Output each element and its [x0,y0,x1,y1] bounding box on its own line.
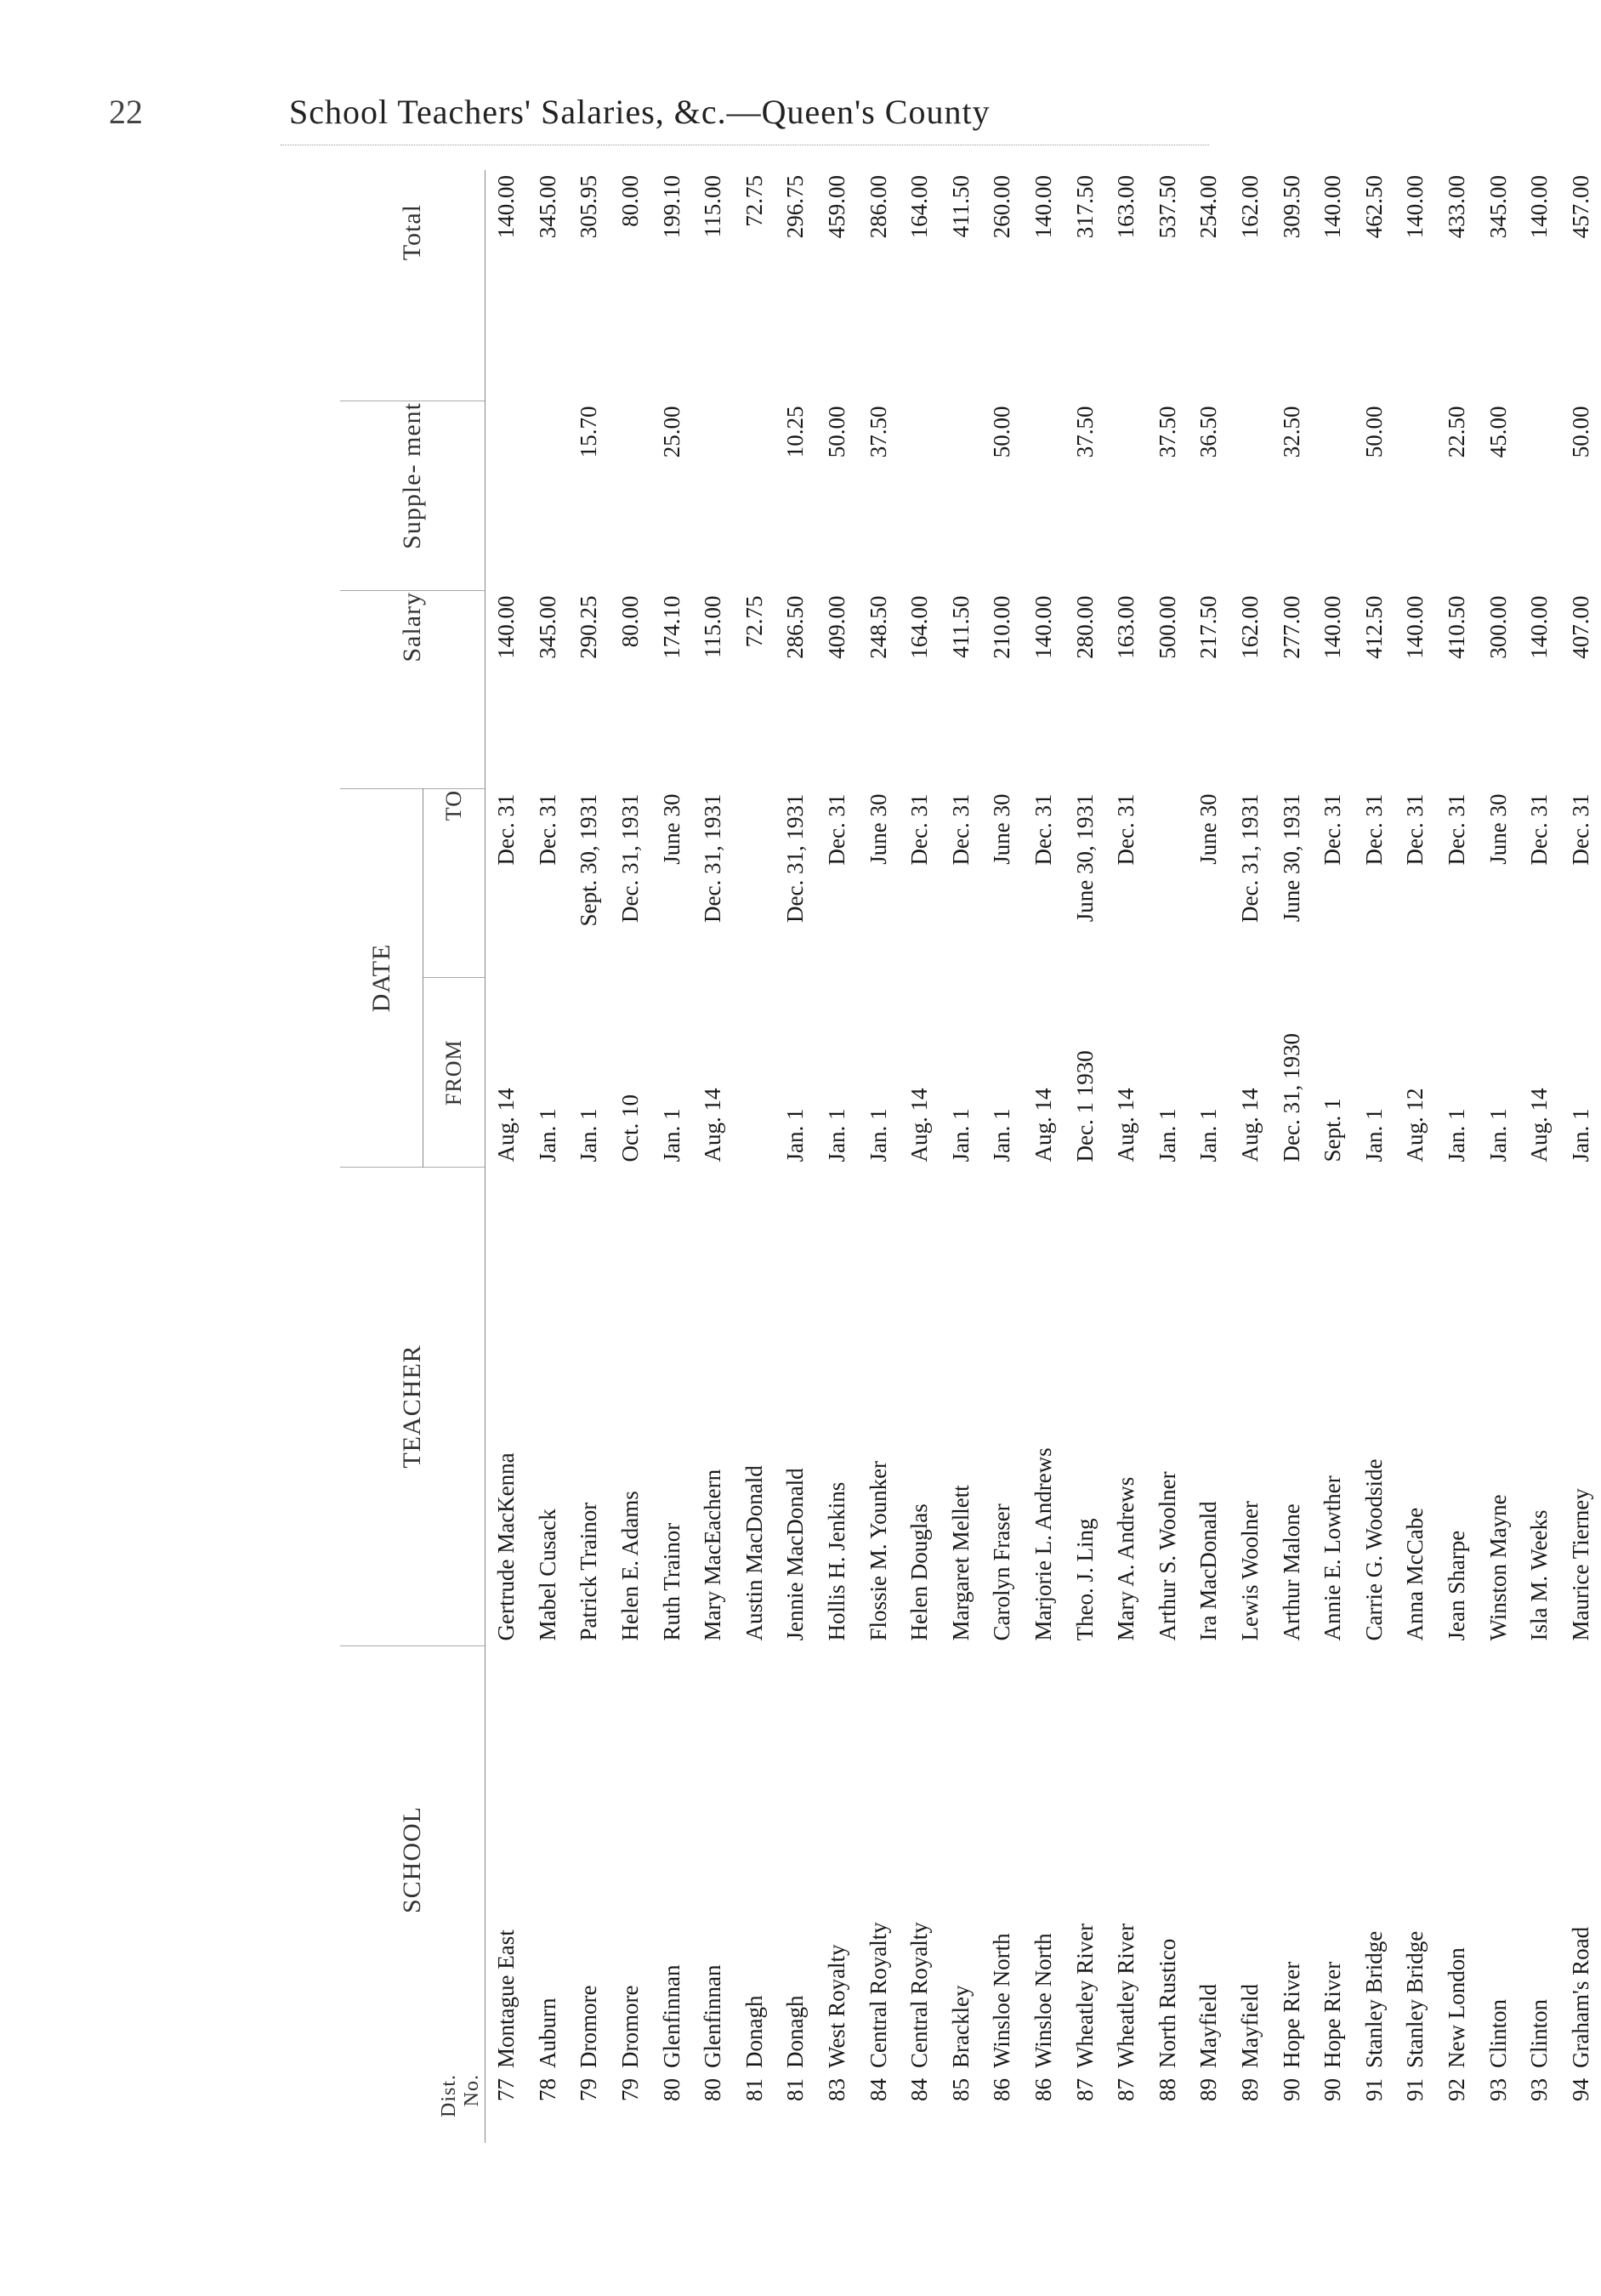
cell-teacher: Arthur S. Woolner [1154,1471,1180,1641]
cell-salary: 412.50 [1360,595,1387,659]
cell-supplement [1312,401,1354,591]
cell-salary: 72.75 [741,595,767,648]
cell-teacher: Jennie MacDonald [782,1468,809,1641]
cell-to [734,789,775,979]
cell-to: Dec. 31 [947,793,974,866]
cell-from: Jan. 1 [782,1108,809,1162]
cell-teacher: Ira MacDonald [1195,1501,1222,1641]
cell-dist-no: 80 [658,2078,684,2101]
cell-salary: 163.00 [1113,595,1139,659]
cell-teacher: Flossie M. Younker [865,1460,891,1641]
cell-supplement: 32.50 [1278,406,1304,458]
cell-supplement [734,401,775,591]
cell-total: 260.00 [989,175,1015,239]
cell-salary: 500.00 [1154,595,1180,659]
cell-teacher: Anna McCabe [1402,1507,1428,1641]
table-row [1270,170,1312,2143]
cell-school: Wheatley River [1071,1923,1098,2068]
cell-total: 286.00 [865,175,891,239]
cell-from [734,978,775,1168]
cell-salary: 210.00 [989,595,1015,659]
cell-salary: 409.00 [824,595,850,659]
table-row [1147,170,1189,2143]
cell-teacher: Arthur Malone [1278,1503,1304,1641]
table-row [1312,170,1354,2143]
table-row [734,170,775,2143]
cell-dist-no: 84 [906,2078,933,2101]
cell-to: June 30 [989,793,1015,865]
cell-dist-no: 92 [1443,2078,1469,2101]
cell-dist-no: 79 [576,2078,602,2101]
cell-dist-no: 87 [1113,2078,1139,2101]
cell-school: Glenfinnan [658,1964,684,2068]
cell-to: Dec. 31 [824,793,850,866]
table-row [568,170,610,2143]
cell-supplement: 37.50 [1071,406,1098,458]
cell-supplement: 37.50 [865,406,891,458]
cell-teacher: Helen E. Adams [617,1491,644,1641]
cell-dist-no: 87 [1071,2078,1098,2101]
cell-to: Sept. 30, 1931 [576,793,602,927]
cell-to: Dec. 31, 1931 [700,793,726,923]
cell-from: Aug. 12 [1402,1088,1428,1162]
cell-school: Stanley Bridge [1402,1930,1428,2068]
cell-dist-no: 81 [741,2078,767,2101]
cell-salary: 140.00 [1526,595,1553,659]
cell-teacher: Ruth Trainor [658,1522,684,1641]
cell-salary: 407.00 [1567,595,1593,659]
cell-to: June 30 [1195,793,1222,865]
cell-to: Dec. 31 [1320,793,1346,866]
cell-total: 462.50 [1360,175,1387,239]
column-header-dist-no: Dist. No. [340,2073,485,2143]
column-header-school: SCHOOL [340,1646,485,2074]
salary-table [340,170,1601,2143]
cell-salary: 290.25 [576,595,602,659]
cell-teacher: Gertrude MacKenna [493,1452,519,1641]
cell-teacher: Austin MacDonald [741,1465,767,1641]
column-header-salary: Salary [340,591,485,789]
cell-school: Auburn [534,1998,560,2068]
cell-school: Donagh [782,1995,809,2068]
cell-salary: 300.00 [1485,595,1511,659]
cell-supplement [527,401,569,591]
table-row [1188,170,1229,2143]
cell-dist-no: 86 [989,2078,1015,2101]
cell-dist-no: 89 [1195,2078,1222,2101]
cell-from: Jan. 1 [1443,1108,1469,1162]
cell-total: 80.00 [617,175,644,227]
column-header-date: DATE [340,789,423,1168]
cell-total: 164.00 [906,175,933,239]
cell-supplement [899,401,940,591]
cell-to: Dec. 31 [493,793,519,866]
cell-supplement [1229,401,1271,591]
cell-from: Aug. 14 [906,1088,933,1162]
cell-teacher: Carolyn Fraser [989,1503,1015,1641]
cell-dist-no: 77 [493,2078,519,2101]
table-row [1229,170,1271,2143]
cell-supplement: 22.50 [1443,406,1469,458]
cell-dist-no: 89 [1236,2078,1263,2101]
cell-teacher: Winston Mayne [1485,1494,1511,1641]
cell-total: 459.00 [824,175,850,239]
cell-to: Dec. 31 [1567,793,1593,866]
cell-to: Dec. 31, 1931 [782,793,809,923]
cell-salary: 140.00 [1030,595,1057,659]
cell-salary: 248.50 [865,595,891,659]
cell-total: 140.00 [1320,175,1346,239]
cell-from: Oct. 10 [617,1094,644,1162]
cell-dist-no: 91 [1360,2078,1387,2101]
cell-dist-no: 91 [1402,2078,1428,2101]
cell-from: Jan. 1 [865,1108,891,1162]
cell-to: Dec. 31, 1931 [617,793,644,923]
cell-supplement: 50.00 [1567,406,1593,458]
cell-school: Donagh [741,1995,767,2068]
table-row [1353,170,1394,2143]
cell-teacher: Lewis Woolner [1236,1500,1263,1641]
cell-dist-no: 83 [824,2078,850,2101]
cell-school: Mayfield [1195,1984,1222,2068]
cell-teacher: Helen Douglas [906,1503,933,1641]
cell-school: Central Royalty [865,1922,891,2068]
cell-supplement: 15.70 [576,406,602,458]
cell-school: Dromore [576,1985,602,2068]
cell-to: Dec. 31, 1931 [1236,793,1263,923]
cell-dist-no: 90 [1320,2078,1346,2101]
cell-supplement [1394,401,1436,591]
rotated-table-container [340,170,1593,2143]
cell-from: Sept. 1 [1320,1098,1346,1162]
cell-teacher: Hollis H. Jenkins [824,1481,850,1641]
cell-dist-no: 93 [1485,2078,1511,2101]
cell-supplement [485,401,527,591]
cell-salary: 277.00 [1278,595,1304,659]
cell-supplement: 50.00 [1360,406,1387,458]
cell-supplement: 50.00 [824,406,850,458]
table-row [1023,170,1064,2143]
cell-total: 411.50 [947,175,974,238]
cell-total: 115.00 [700,175,726,238]
cell-from: Jan. 1 [947,1108,974,1162]
cell-supplement: 50.00 [989,406,1015,458]
cell-teacher: Marjorie L. Andrews [1030,1447,1057,1641]
cell-teacher: Mary A. Andrews [1113,1476,1139,1641]
cell-teacher: Maurice Tierney [1567,1488,1593,1641]
cell-supplement: 36.50 [1195,406,1222,458]
table-row [940,170,982,2143]
column-header-from: FROM [423,978,485,1168]
cell-salary: 411.50 [947,595,974,658]
cell-total: 162.00 [1236,175,1263,239]
table-row [692,170,734,2143]
table-row [610,170,651,2143]
table-row [485,170,527,2143]
table-row [1394,170,1436,2143]
table-row [1064,170,1105,2143]
cell-total: 254.00 [1195,175,1222,239]
cell-teacher: Mary MacEachern [700,1469,726,1641]
cell-dist-no: 94 [1567,2078,1593,2101]
cell-total: 140.00 [1526,175,1553,239]
page-header [0,92,1422,143]
cell-to: Dec. 31 [534,793,560,866]
page-title: School Teachers' Salaries, &c.—Queen's County [289,93,991,131]
cell-to: June 30, 1931 [1071,793,1098,923]
cell-supplement: 10.25 [782,406,809,458]
cell-supplement [1105,401,1147,591]
cell-school: Montague East [493,1929,519,2068]
cell-total: 457.00 [1567,175,1593,239]
table-row [775,170,816,2143]
table-row [650,170,692,2143]
cell-from: Jan. 1 [1195,1108,1222,1162]
cell-from: Aug. 14 [1030,1088,1057,1162]
cell-from: Jan. 1 [1567,1108,1593,1162]
cell-from: Jan. 1 [989,1108,1015,1162]
cell-salary: 410.50 [1443,595,1469,659]
cell-school: Clinton [1526,1998,1553,2068]
cell-salary: 140.00 [1402,595,1428,659]
column-header-supplement: Supple- ment [340,401,485,591]
cell-to: Dec. 31 [906,793,933,866]
cell-teacher: Annie E. Lowther [1320,1475,1346,1641]
cell-total: 537.50 [1154,175,1180,239]
cell-total: 199.10 [658,175,684,239]
cell-teacher: Theo. J. Ling [1071,1518,1098,1641]
cell-dist-no: 84 [865,2078,891,2101]
cell-school: Glenfinnan [700,1964,726,2068]
cell-from: Jan. 1 [1485,1108,1511,1162]
cell-dist-no: 90 [1278,2078,1304,2101]
cell-dist-no: 86 [1030,2078,1057,2101]
cell-salary: 217.50 [1195,595,1222,659]
cell-dist-no: 79 [617,2078,644,2101]
cell-salary: 162.00 [1236,595,1263,659]
cell-school: West Royalty [824,1944,850,2068]
cell-total: 433.00 [1443,175,1469,239]
cell-to: June 30, 1931 [1278,793,1304,923]
cell-dist-no: 80 [700,2078,726,2101]
table-row [1559,170,1601,2143]
cell-to: June 30 [1485,793,1511,865]
cell-teacher: Margaret Mellett [947,1485,974,1641]
page-number: 22 [109,93,143,131]
cell-school: Dromore [617,1985,644,2068]
cell-school: Hope River [1278,1961,1304,2068]
cell-from: Dec. 1 1930 [1071,1050,1098,1162]
cell-school: New London [1443,1947,1469,2068]
cell-salary: 80.00 [617,595,644,648]
table-row [1436,170,1478,2143]
cell-supplement [1023,401,1064,591]
cell-salary: 280.00 [1071,595,1098,659]
cell-from: Jan. 1 [658,1108,684,1162]
cell-school: North Rustico [1154,1938,1180,2068]
cell-school: Wheatley River [1113,1923,1139,2068]
cell-salary: 164.00 [906,595,933,659]
cell-total: 140.00 [493,175,519,239]
cell-from: Aug. 14 [1526,1088,1553,1162]
table-row [981,170,1023,2143]
cell-supplement: 45.00 [1485,406,1511,458]
cell-to: Dec. 31 [1113,793,1139,866]
cell-to: June 30 [865,793,891,865]
cell-to: Dec. 31 [1360,793,1387,866]
cell-dist-no: 85 [947,2078,974,2101]
cell-school: Winsloe North [989,1933,1015,2068]
cell-teacher: Patrick Trainor [576,1502,602,1641]
cell-school: Hope River [1320,1961,1346,2068]
cell-salary: 115.00 [700,595,726,658]
cell-to: Dec. 31 [1526,793,1553,866]
cell-from: Dec. 31, 1930 [1278,1033,1304,1162]
table-row [1105,170,1147,2143]
cell-total: 309.50 [1278,175,1304,239]
cell-total: 140.00 [1030,175,1057,239]
cell-school: Mayfield [1236,1984,1263,2068]
cell-supplement: 25.00 [658,406,684,458]
table-row [857,170,899,2143]
cell-teacher: Mabel Cusack [534,1509,560,1641]
cell-school: Winsloe North [1030,1933,1057,2068]
cell-total: 345.00 [534,175,560,239]
cell-to: Dec. 31 [1443,793,1469,866]
cell-supplement [610,401,651,591]
table-row [1477,170,1519,2143]
cell-dist-no: 78 [534,2078,560,2101]
cell-to [1147,789,1189,979]
cell-dist-no: 93 [1526,2078,1553,2101]
cell-from: Aug. 14 [493,1088,519,1162]
cell-supplement [692,401,734,591]
table-row [527,170,569,2143]
cell-school: Graham's Road [1567,1926,1593,2068]
cell-from: Aug. 14 [1113,1088,1139,1162]
cell-teacher: Carrie G. Woodside [1360,1458,1387,1641]
cell-from: Aug. 14 [1236,1088,1263,1162]
cell-from: Jan. 1 [534,1108,560,1162]
cell-supplement [1519,401,1560,591]
cell-dist-no: 81 [782,2078,809,2101]
column-header-teacher: TEACHER [340,1168,485,1646]
cell-teacher: Isla M. Weeks [1526,1509,1553,1641]
table-row [816,170,858,2143]
cell-teacher: Jean Sharpe [1443,1530,1469,1641]
cell-from: Jan. 1 [1360,1108,1387,1162]
cell-to: Dec. 31 [1402,793,1428,866]
cell-to: June 30 [658,793,684,865]
cell-total: 140.00 [1402,175,1428,239]
cell-total: 317.50 [1071,175,1098,239]
cell-salary: 174.10 [658,595,684,659]
cell-salary: 140.00 [1320,595,1346,659]
cell-school: Central Royalty [906,1922,933,2068]
cell-total: 72.75 [741,175,767,227]
table-row [1519,170,1560,2143]
cell-supplement [940,401,982,591]
column-header-total: Total [340,170,485,401]
cell-total: 163.00 [1113,175,1139,239]
cell-salary: 345.00 [534,595,560,659]
cell-salary: 286.50 [782,595,809,659]
table-body [485,170,1601,2143]
cell-school: Stanley Bridge [1360,1930,1387,2068]
cell-school: Brackley [947,1985,974,2068]
cell-from: Jan. 1 [824,1108,850,1162]
cell-salary: 140.00 [493,595,519,659]
cell-supplement: 37.50 [1154,406,1180,458]
cell-dist-no: 88 [1154,2078,1180,2101]
cell-school: Clinton [1485,1998,1511,2068]
cell-total: 305.95 [576,175,602,239]
cell-from: Aug. 14 [700,1088,726,1162]
cell-to: Dec. 31 [1030,793,1057,866]
table-row [899,170,940,2143]
cell-total: 296.75 [782,175,809,239]
cell-from: Jan. 1 [1154,1108,1180,1162]
cell-from: Jan. 1 [576,1108,602,1162]
column-header-to: TO [423,789,485,979]
cell-total: 345.00 [1485,175,1511,239]
